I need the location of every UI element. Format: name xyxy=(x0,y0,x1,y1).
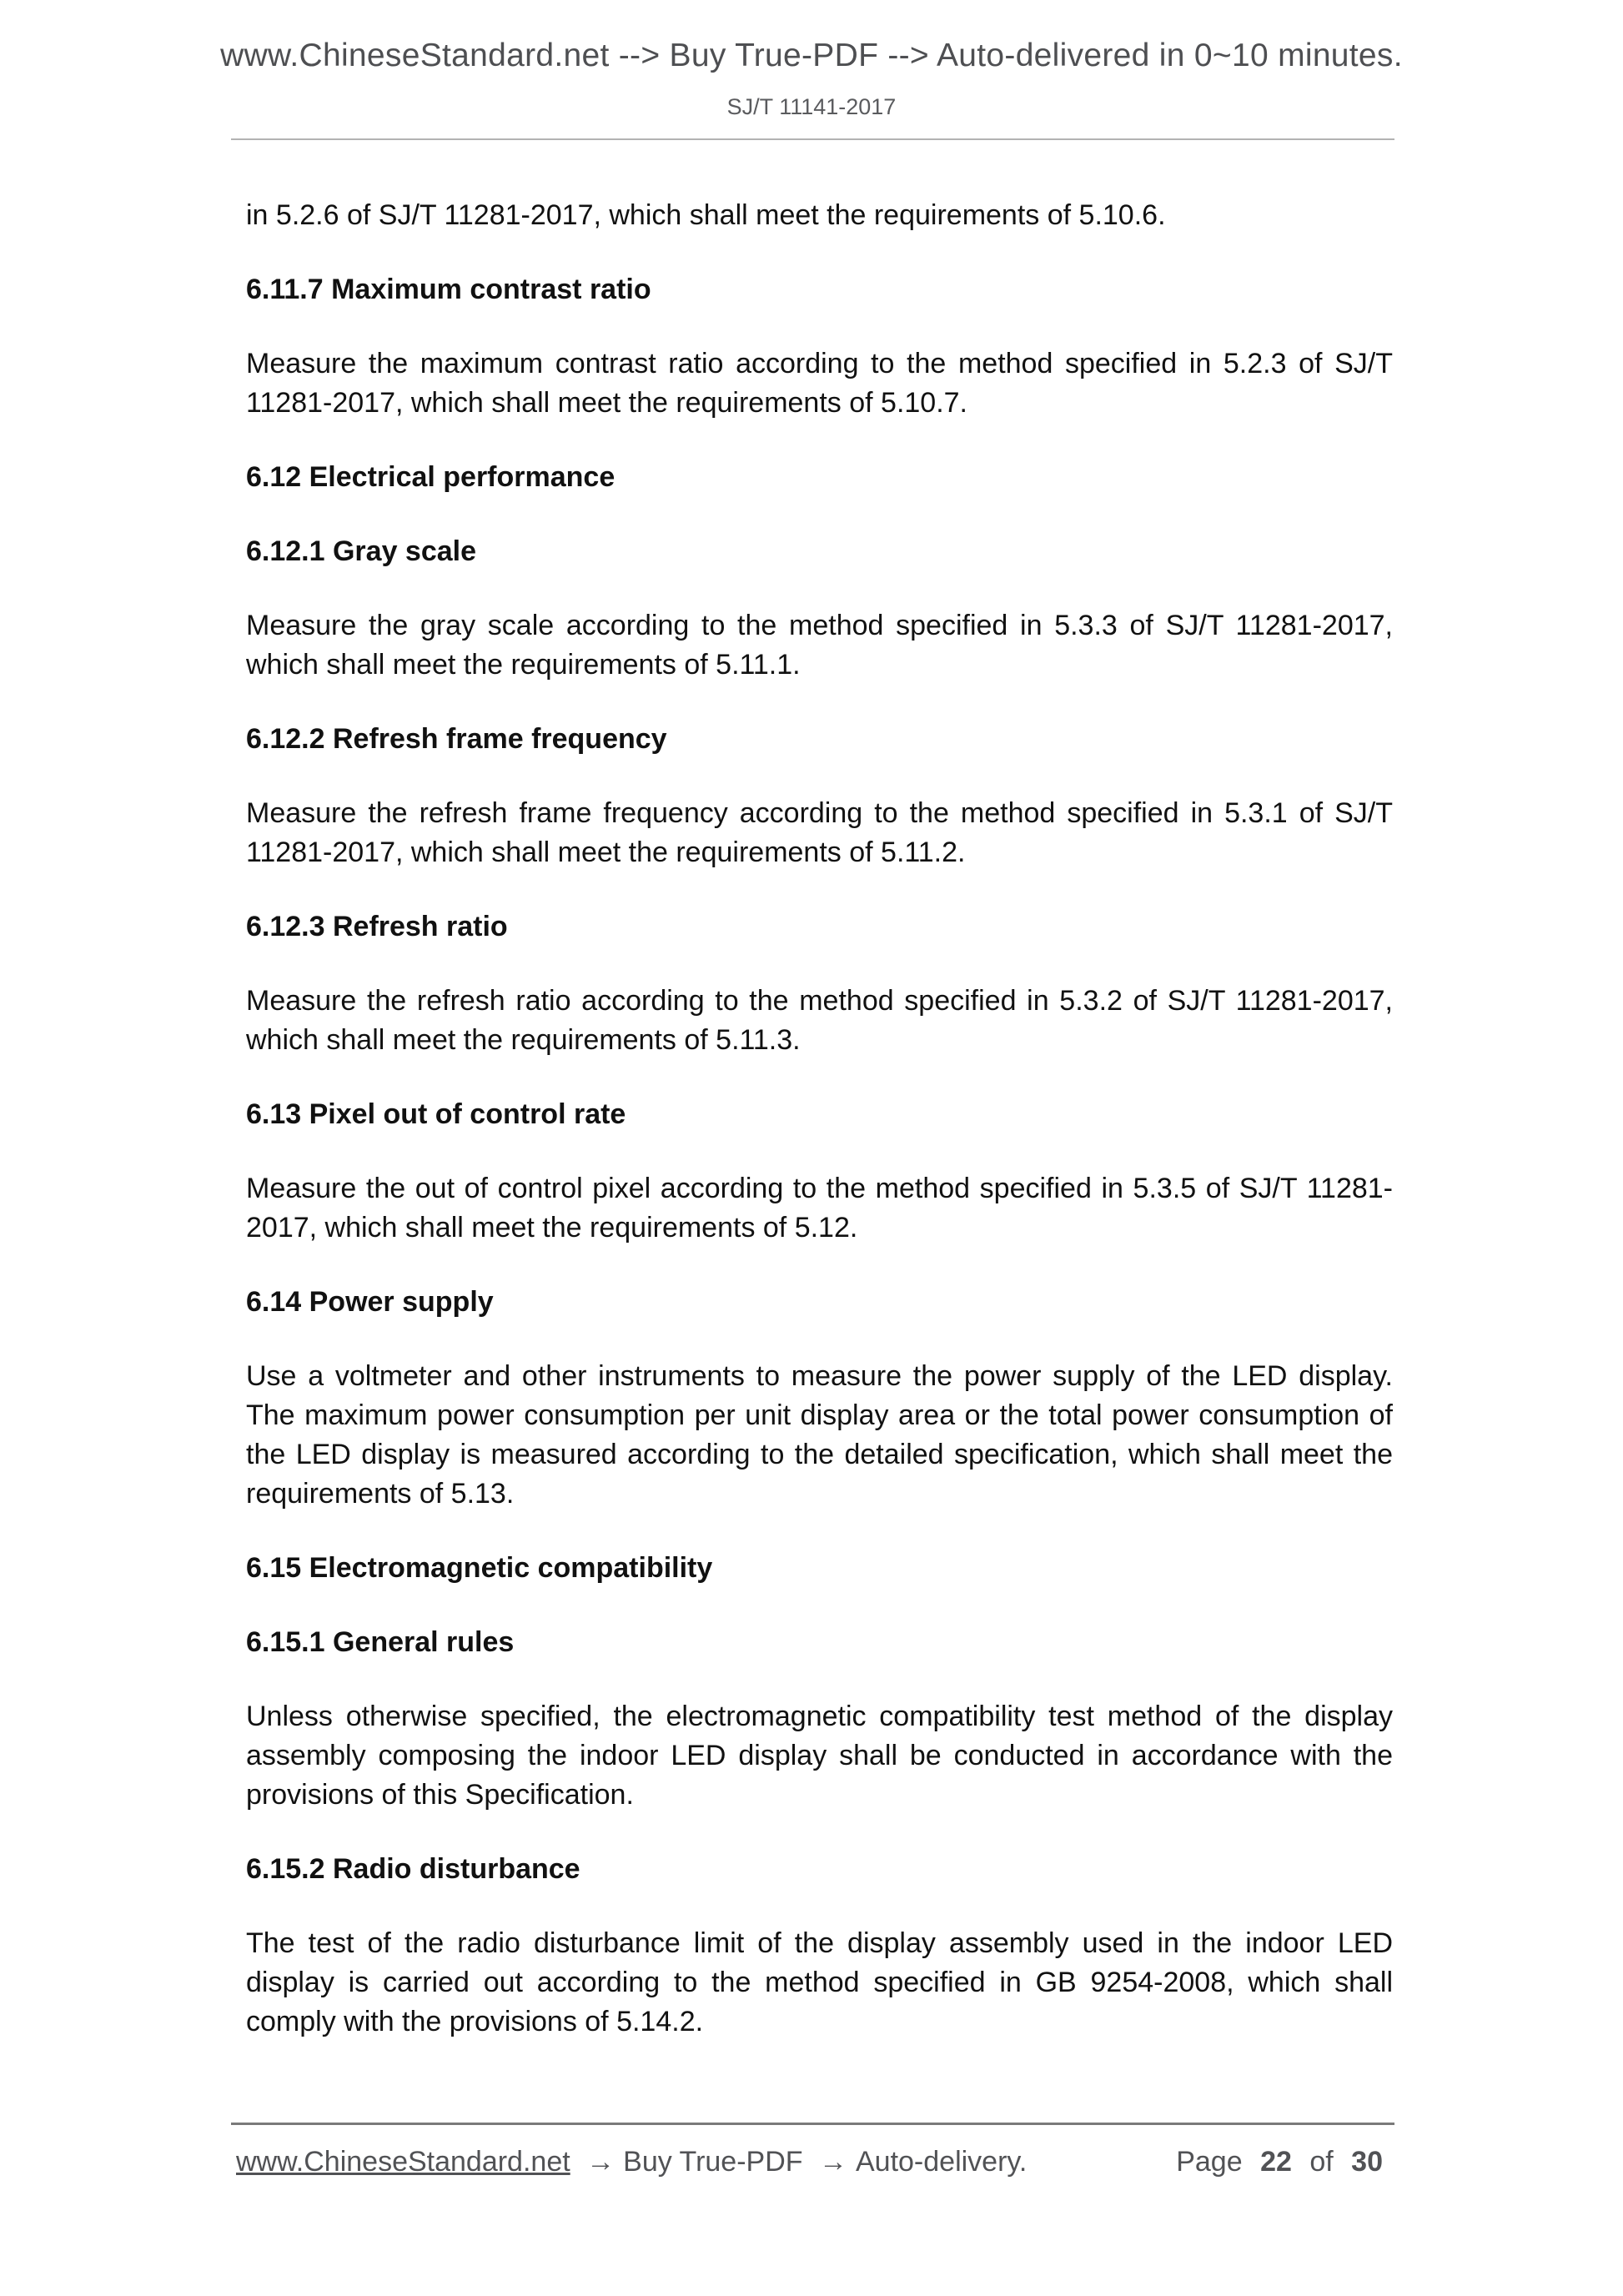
document-body xyxy=(246,158,1393,2077)
footer-left xyxy=(236,2146,1027,2178)
section-heading: 6.12.1 Gray scale xyxy=(246,535,477,567)
footer-site-link[interactable]: www.ChineseStandard.net xyxy=(236,2146,570,2178)
page-indicator xyxy=(1166,2146,1383,2178)
footer-buy-label: Buy True-PDF xyxy=(623,2146,803,2178)
arrow-right-icon: → xyxy=(818,2146,847,2178)
section-heading: 6.13 Pixel out of control rate xyxy=(246,1098,626,1130)
paragraph: Measure the refresh ratio according to the method specified in 5.3.2 of SJ/T 11281-2017, which shall meet the requirements of 5.11.3. xyxy=(246,985,1393,1056)
header-banner: www.ChineseStandard.net --> Buy True-PDF --> Auto-delivered in 0~10 minutes. xyxy=(220,38,1403,73)
section-heading: 6.15.2 Radio disturbance xyxy=(246,1853,580,1885)
footer-delivery-label: Auto-delivery. xyxy=(855,2146,1028,2178)
paragraph: Measure the refresh frame frequency according to the method specified in 5.3.1 of SJ/T 11281-2017, which shall meet the requirements of 5.11.2. xyxy=(246,797,1393,868)
footer-row xyxy=(231,2146,1394,2178)
page-total: 30 xyxy=(1351,2146,1383,2178)
page-header xyxy=(0,0,1623,140)
section-heading: 6.14 Power supply xyxy=(246,1286,494,1318)
paragraph: The test of the radio disturbance limit of the display assembly used in the indoor LED display is carried out according to the method specified in GB 9254-2008, which shall comply with the provisions of 5.14.2. xyxy=(246,1927,1393,2037)
section-heading: 6.11.7 Maximum contrast ratio xyxy=(246,274,651,305)
page-label: Page xyxy=(1176,2146,1243,2178)
page-footer xyxy=(231,2123,1394,2178)
section-heading: 6.15.1 General rules xyxy=(246,1626,515,1658)
paragraph: Unless otherwise specified, the electromagnetic compatibility test method of the display assembly composing the indoor LED display shall be conducted in accordance with the provisions of this Specification. xyxy=(246,1701,1393,1811)
section-heading: 6.15 Electromagnetic compatibility xyxy=(246,1552,713,1584)
paragraph: Measure the out of control pixel according to the method specified in 5.3.5 of SJ/T 11281-2017, which shall meet the requirements of 5.12. xyxy=(246,1173,1393,1243)
section-heading: 6.12 Electrical performance xyxy=(246,461,616,493)
page-current: 22 xyxy=(1260,2146,1292,2178)
paragraph: Use a voltmeter and other instruments to measure the power supply of the LED display. The maximum power consumption per unit display area or the total power consumption of the LED display is measured according to the detailed specification, which shall meet the requirements of 5.13. xyxy=(246,1360,1393,1510)
section-heading: 6.12.2 Refresh frame frequency xyxy=(246,723,667,755)
paragraph: in 5.2.6 of SJ/T 11281-2017, which shall meet the requirements of 5.10.6. xyxy=(246,199,1166,231)
section-heading: 6.12.3 Refresh ratio xyxy=(246,911,508,942)
paragraph: Measure the maximum contrast ratio according to the method specified in 5.2.3 of SJ/T 11281-2017, which shall meet the requirements of 5.10.7. xyxy=(246,348,1393,419)
arrow-right-icon: → xyxy=(586,2146,616,2178)
paragraph: Measure the gray scale according to the method specified in 5.3.3 of SJ/T 11281-2017, which shall meet the requirements of 5.11.1. xyxy=(246,610,1393,681)
of-label: of xyxy=(1309,2146,1334,2178)
doc-number: SJ/T 11141-2017 xyxy=(726,94,897,119)
header-divider xyxy=(231,138,1394,140)
